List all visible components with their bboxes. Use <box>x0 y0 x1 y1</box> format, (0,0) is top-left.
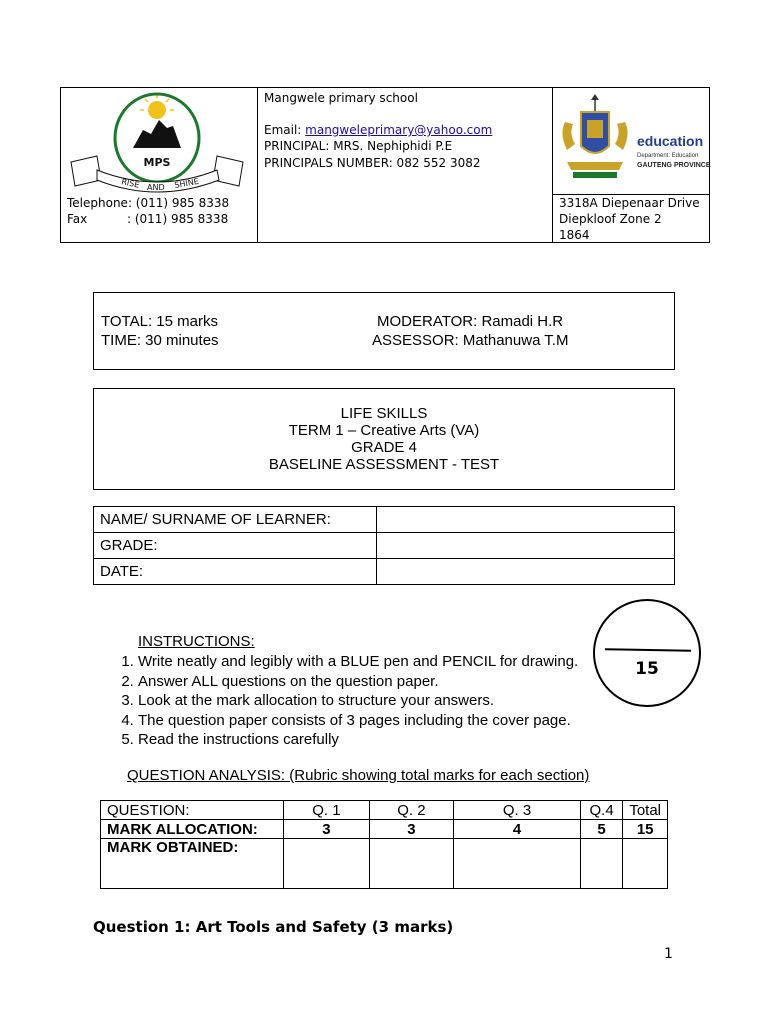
grade-title: GRADE 4 <box>351 439 417 456</box>
q3-obtained[interactable] <box>454 839 581 889</box>
q2-allocation: 3 <box>369 820 454 839</box>
q3-allocation: 4 <box>454 820 581 839</box>
education-logo <box>557 94 711 186</box>
sun-icon <box>140 94 174 119</box>
page-number: 1 <box>664 946 673 962</box>
list-item: 1. Write neatly and legibly with a BLUE pen and PENCIL for drawing. <box>138 652 578 672</box>
obtained-label: MARK OBTAINED: <box>101 839 284 889</box>
total-obtained[interactable] <box>623 839 668 889</box>
q2-obtained[interactable] <box>369 839 454 889</box>
fax-label: Fax <box>67 212 88 226</box>
motto-word-3: SHINE <box>173 176 200 190</box>
list-item: 5. Read the instructions carefully <box>138 730 578 750</box>
question1-heading: Question 1: Art Tools and Safety (3 marks) <box>93 918 454 936</box>
instructions-list <box>110 652 578 750</box>
email-line <box>264 122 492 138</box>
coat-of-arms-icon <box>562 94 627 178</box>
date-field[interactable] <box>377 559 675 585</box>
education-province: GAUTENG PROVINCE <box>637 162 711 169</box>
grade-label: GRADE: <box>94 533 377 559</box>
score-total: 15 <box>635 659 659 679</box>
grade-field[interactable] <box>377 533 675 559</box>
table-row <box>94 533 675 559</box>
address-line2: Diepkloof Zone 2 <box>559 212 662 226</box>
name-field[interactable] <box>377 507 675 533</box>
email-link[interactable]: mangweleprimary@yahoo.com <box>305 123 493 137</box>
table-row <box>101 839 668 889</box>
allocation-label: MARK ALLOCATION: <box>101 820 284 839</box>
assessment-title: BASELINE ASSESSMENT - TEST <box>268 456 500 473</box>
motto-word-2: AND <box>147 183 165 192</box>
email-label: Email: <box>264 123 306 137</box>
instructions-heading: INSTRUCTIONS: <box>138 633 255 650</box>
learner-details-table <box>93 506 675 585</box>
address-line1: 3318A Diepenaar Drive <box>559 196 700 210</box>
question-analysis-table <box>100 800 668 889</box>
table-row <box>94 559 675 585</box>
header-divider <box>552 88 553 242</box>
q4-header: Q.4 <box>580 801 622 820</box>
time: TIME: 30 minutes <box>101 332 219 349</box>
table-row <box>101 801 668 820</box>
motto-word-1: RISE <box>120 177 141 190</box>
q1-allocation: 3 <box>284 820 369 839</box>
assessor: ASSESSOR: Mathanuwa T.M <box>372 332 569 349</box>
address-line3: 1864 <box>559 228 590 242</box>
list-item: 2. Answer ALL questions on the question paper. <box>138 672 578 692</box>
name-label: NAME/ SURNAME OF LEARNER: <box>94 507 377 533</box>
table-row <box>101 820 668 839</box>
q4-obtained[interactable] <box>580 839 622 889</box>
principal-number: PRINCIPALS NUMBER: 082 552 3082 <box>264 156 481 170</box>
assessment-meta-box <box>93 292 675 370</box>
logo-initials: MPS <box>143 156 171 169</box>
table-row <box>94 507 675 533</box>
subject-title: LIFE SKILLS <box>340 405 428 422</box>
total-marks: TOTAL: 15 marks <box>101 313 218 330</box>
education-word: education <box>637 133 704 149</box>
total-allocation: 15 <box>623 820 668 839</box>
q2-header: Q. 2 <box>369 801 454 820</box>
instructions-section <box>110 632 578 750</box>
q3-header: Q. 3 <box>454 801 581 820</box>
date-label: DATE: <box>94 559 377 585</box>
question-header: QUESTION: <box>101 801 284 820</box>
fax-value: : (011) 985 8338 <box>127 212 229 226</box>
school-logo <box>67 90 249 194</box>
mountain-icon <box>133 120 181 148</box>
question-analysis-heading: QUESTION ANALYSIS: (Rubric showing total marks for each section) <box>127 767 590 784</box>
header-divider <box>257 88 258 242</box>
education-dept: Department: Education <box>637 153 699 159</box>
subject-title-box <box>93 388 675 490</box>
q1-obtained[interactable] <box>284 839 369 889</box>
school-name: Mangwele primary school <box>264 91 418 105</box>
school-header-table <box>60 87 710 243</box>
moderator: MODERATOR: Ramadi H.R <box>377 313 564 330</box>
list-item: 3. Look at the mark allocation to structure your answers. <box>138 691 578 711</box>
q4-allocation: 5 <box>580 820 622 839</box>
score-circle <box>593 599 701 707</box>
list-item: 4. The question paper consists of 3 pages including the cover page. <box>138 711 578 731</box>
telephone: Telephone: (011) 985 8338 <box>67 196 230 210</box>
principal: PRINCIPAL: MRS. Nephiphidi P.E <box>264 139 453 153</box>
total-header: Total <box>623 801 668 820</box>
term-title: TERM 1 – Creative Arts (VA) <box>288 422 480 439</box>
q1-header: Q. 1 <box>284 801 369 820</box>
score-fraction-line <box>605 648 691 652</box>
